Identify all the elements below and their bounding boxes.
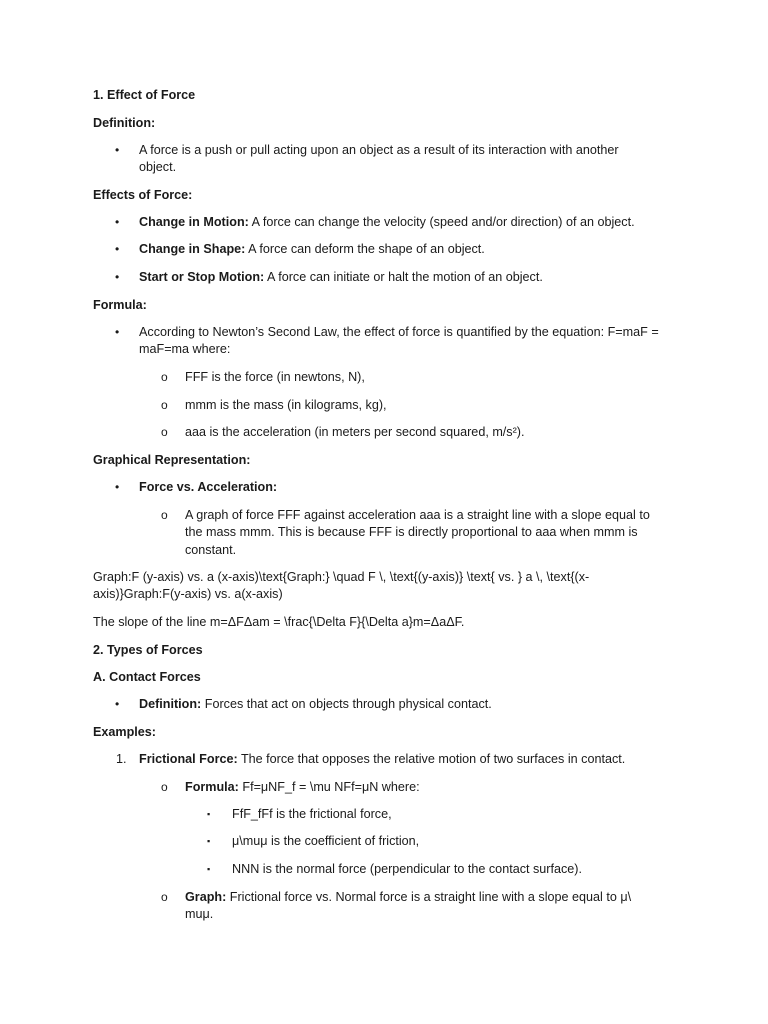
square-marker: ▪ (207, 864, 211, 874)
graphical-representation-label: Graphical Representation: (93, 453, 251, 467)
formula-var-force: FFF is the force (in newtons, N), (185, 370, 365, 384)
section-2-title: 2. Types of Forces (93, 643, 203, 657)
definition-label: Definition: (93, 116, 156, 130)
circle-marker: o (161, 890, 168, 904)
effect-item-motion (139, 214, 635, 232)
friction-var-ff: FfF_fFf is the frictional force, (232, 807, 392, 821)
bullet-marker: • (115, 215, 120, 229)
bullet-marker: • (115, 242, 120, 256)
formula-label: Formula: (93, 298, 147, 312)
friction-graph-line-1 (185, 889, 631, 907)
friction-graph-line-2: muμ. (185, 907, 214, 921)
bullet-marker: • (115, 697, 120, 711)
friction-graph-text: Frictional force vs. Normal force is a straight line with a slope equal to μ\ (226, 890, 632, 904)
definition-text-line-1: A force is a push or pull acting upon an object as a result of its interaction with another (139, 143, 619, 157)
bullet-marker: • (115, 143, 120, 157)
circle-marker: o (161, 508, 168, 522)
formula-text-line-1: According to Newton’s Second Law, the effect of force is quantified by the equation: F=maF = (139, 325, 659, 339)
circle-marker: o (161, 780, 168, 794)
square-marker: ▪ (207, 836, 211, 846)
friction-formula-label: Formula: (185, 780, 239, 794)
friction-formula-text: Ff=μNF_f = \mu NFf=μN where: (238, 780, 420, 794)
slope-line: The slope of the line m=ΔFΔam = \frac{\Delta F}{\Delta a}m=ΔaΔF. (93, 615, 465, 629)
friction-var-mu: μ\muμ is the coefficient of friction, (232, 834, 420, 848)
graph-latex-line-2: axis)}Graph:F(y-axis) vs. a(x-axis) (93, 587, 283, 601)
force-vs-acceleration-label: Force vs. Acceleration: (139, 480, 278, 494)
contact-definition (139, 696, 492, 714)
formula-var-acceleration: aaa is the acceleration (in meters per second squared, m/s²). (185, 425, 525, 439)
friction-formula (185, 779, 420, 797)
contact-def-text: Forces that act on objects through physical contact. (201, 697, 492, 711)
fva-text-line-1: A graph of force FFF against acceleration aaa is a straight line with a slope equal to (185, 508, 650, 522)
square-marker: ▪ (207, 809, 211, 819)
friction-var-n: NNN is the normal force (perpendicular to the contact surface). (232, 862, 582, 876)
frictional-force-item (139, 751, 625, 769)
friction-graph-label: Graph: (185, 890, 227, 904)
effect-text: A force can initiate or halt the motion of an object. (264, 270, 543, 284)
effect-item-start-stop (139, 269, 543, 287)
circle-marker: o (161, 370, 168, 384)
effects-label: Effects of Force: (93, 188, 193, 202)
effect-label: Change in Shape: (139, 242, 246, 256)
bullet-marker: • (115, 325, 120, 339)
effect-text: A force can deform the shape of an object. (245, 242, 485, 256)
list-number: 1. (116, 752, 127, 766)
fva-text-line-3: constant. (185, 543, 237, 557)
frictional-force-text: The force that opposes the relative motion of two surfaces in contact. (237, 752, 626, 766)
fva-text-line-2: the mass mmm. This is because FFF is directly proportional to aaa when mmm is (185, 525, 638, 539)
formula-text-line-2: maF=ma where: (139, 342, 231, 356)
frictional-force-label: Frictional Force: (139, 752, 238, 766)
bullet-marker: • (115, 270, 120, 284)
effect-label: Start or Stop Motion: (139, 270, 265, 284)
effect-item-shape (139, 241, 485, 259)
contact-forces-title: A. Contact Forces (93, 670, 201, 684)
effect-text: A force can change the velocity (speed and/or direction) of an object. (248, 215, 635, 229)
circle-marker: o (161, 425, 168, 439)
formula-var-mass: mmm is the mass (in kilograms, kg), (185, 398, 387, 412)
examples-label: Examples: (93, 725, 156, 739)
section-1-title: 1. Effect of Force (93, 88, 196, 102)
circle-marker: o (161, 398, 168, 412)
bullet-marker: • (115, 480, 120, 494)
effect-label: Change in Motion: (139, 215, 249, 229)
definition-text-line-2: object. (139, 160, 177, 174)
contact-def-label: Definition: (139, 697, 202, 711)
graph-latex-line-1: Graph:F (y-axis) vs. a (x-axis)\text{Graph:} \quad F \, \text{(y-axis)} \text{ vs. } a \, \text{(x- (93, 570, 590, 584)
